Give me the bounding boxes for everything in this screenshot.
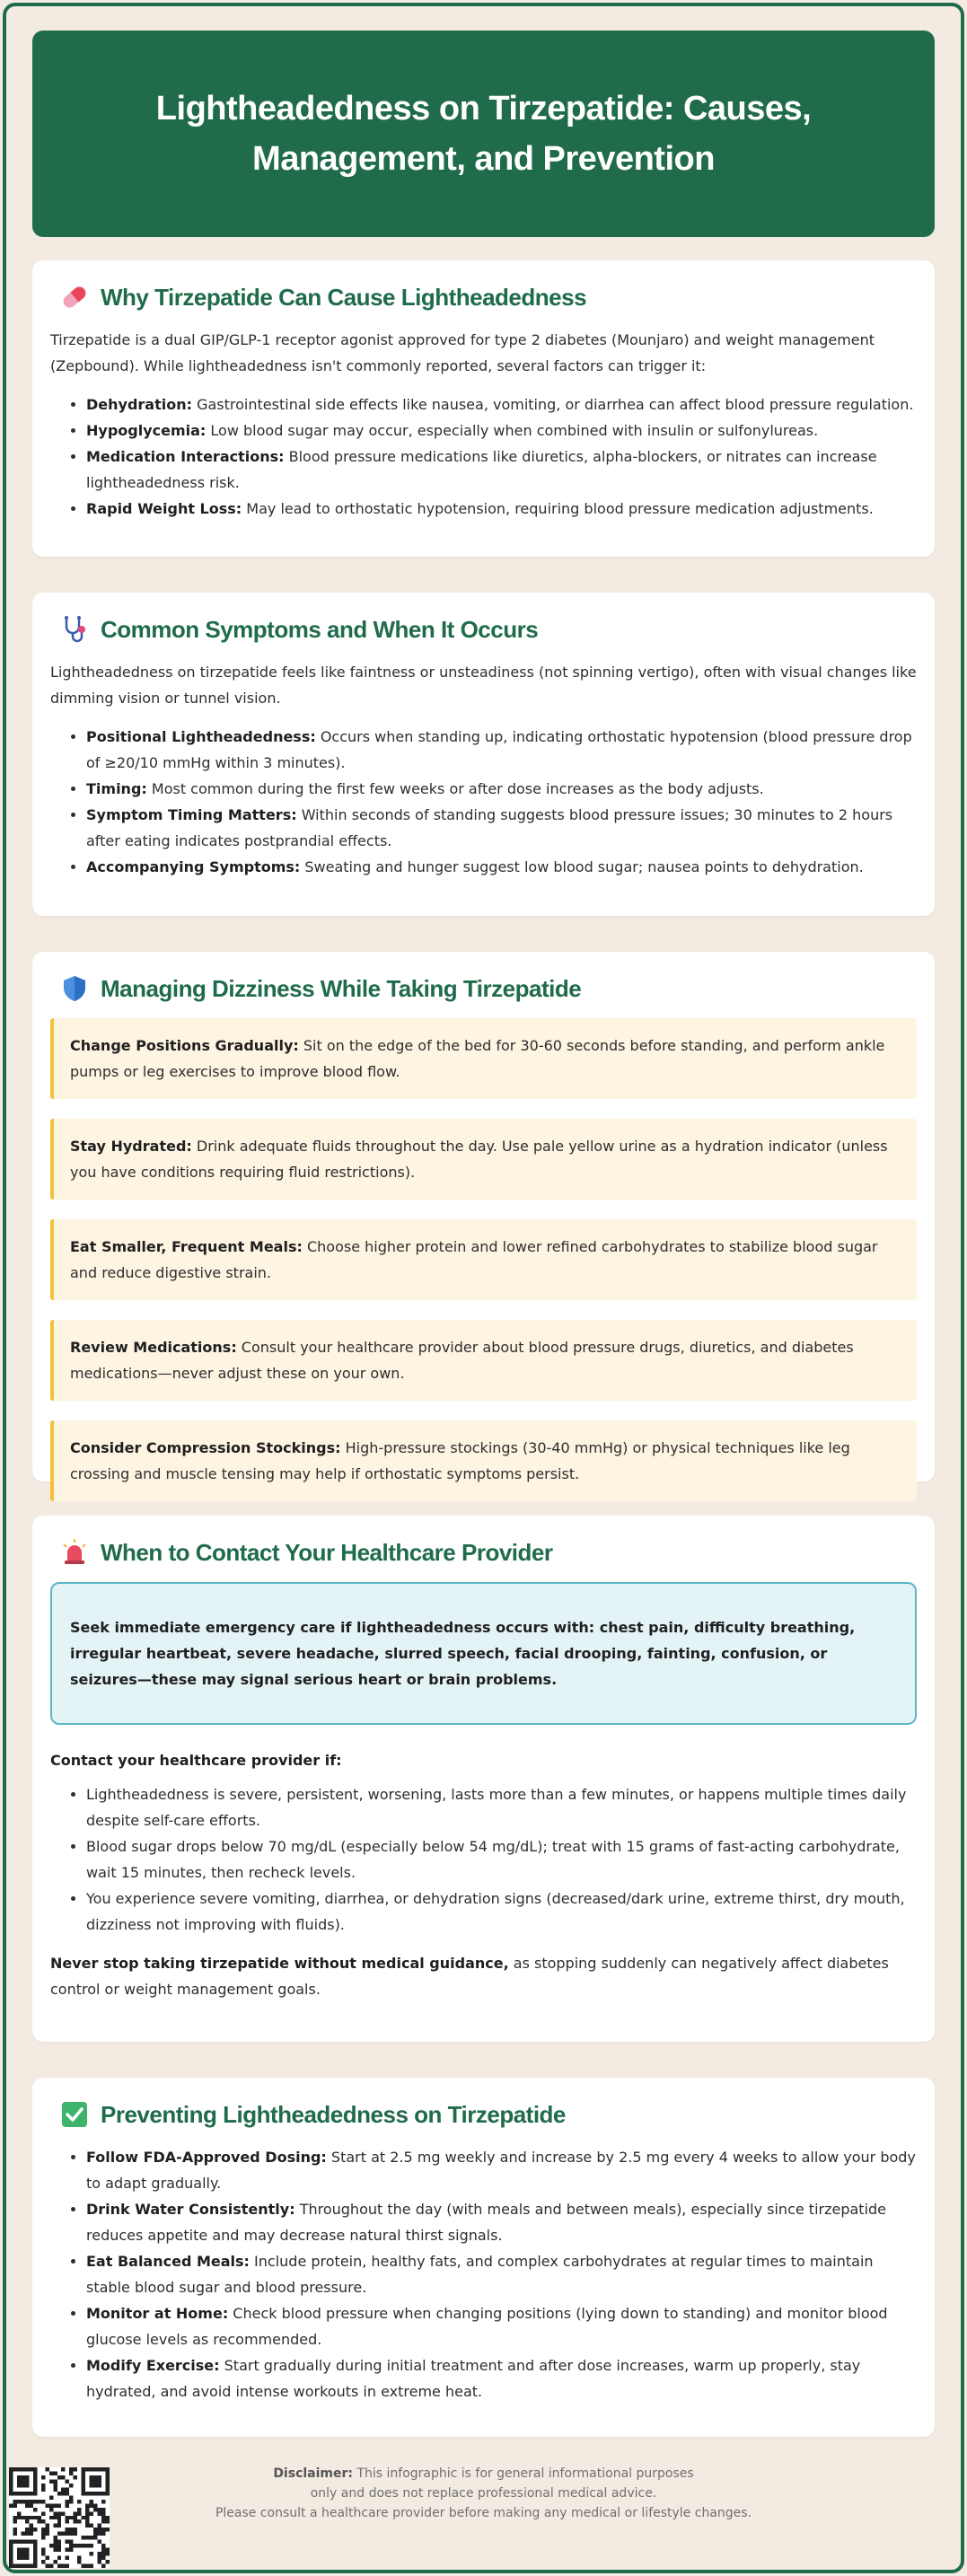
- disclaimer-label: Disclaimer:: [273, 2466, 353, 2481]
- contact-title-row: [50, 1537, 917, 1568]
- causes-heading: Why Tirzepatide Can Cause Lightheadedness: [101, 283, 587, 311]
- list-item: • Drink Water Consistently: Throughout the day (with meals and between meals), especially since tirzepatide reduces appetite and may decrease natural thirst signals.: [86, 2196, 917, 2248]
- contact-card: [32, 1516, 935, 2042]
- pill-icon: [59, 282, 90, 312]
- disclaimer-line3: Please consult a healthcare provider before making any medical or lifestyle changes.: [215, 2506, 752, 2520]
- list-item: • Eat Balanced Meals: Include protein, healthy fats, and complex carbohydrates at regular times to maintain stable blood sugar and blood pressure.: [86, 2248, 917, 2300]
- causes-card: [32, 260, 935, 557]
- tip-box: Change Positions Gradually: Sit on the edge of the bed for 30-60 seconds before standing, and perform ankle pumps or leg exercises to improve blood flow.: [50, 1018, 917, 1099]
- siren-icon: [59, 1537, 90, 1568]
- list-item: • Rapid Weight Loss: May lead to orthostatic hypotension, requiring blood pressure medication adjustments.: [86, 496, 917, 522]
- list-item: • Monitor at Home: Check blood pressure when changing positions (lying down to standing) and monitor blood glucose levels as recommended.: [86, 2300, 917, 2352]
- list-item: • Positional Lightheadedness: Occurs when standing up, indicating orthostatic hypotension (blood pressure drop of ≥20/10 mmHg within 3 minutes).: [86, 724, 917, 776]
- list-item: • Modify Exercise: Start gradually during initial treatment and after dose increases, warm up properly, stay hydrated, and avoid intense workouts in extreme heat.: [86, 2352, 917, 2405]
- list-item: • Hypoglycemia: Low blood sugar may occur, especially when combined with insulin or sulfonylureas.: [86, 418, 917, 444]
- emergency-alert: Seek immediate emergency care if lightheadedness occurs with: chest pain, difficulty breathing, irregular heartbeat, severe headache, slurred speech, facial drooping, fainting, confusion, or seizures—these may signal serious heart or brain problems.: [50, 1582, 917, 1725]
- prevention-heading: Preventing Lightheadedness on Tirzepatide: [101, 2100, 566, 2128]
- prevention-list: [50, 2144, 917, 2405]
- managing-card: [32, 952, 935, 1481]
- disclaimer: [0, 2464, 967, 2523]
- tip-box: Stay Hydrated: Drink adequate fluids throughout the day. Use pale yellow urine as a hydration indicator (unless you have conditions requiring fluid restrictions).: [50, 1119, 917, 1200]
- symptoms-title-row: [50, 614, 917, 645]
- symptoms-intro: Lightheadedness on tirzepatide feels like faintness or unsteadiness (not spinning vertigo), often with visual changes like dimming vision or tunnel vision.: [50, 664, 917, 707]
- list-item: • Accompanying Symptoms: Sweating and hunger suggest low blood sugar; nausea points to dehydration.: [86, 854, 917, 880]
- symptoms-heading: Common Symptoms and When It Occurs: [101, 615, 539, 643]
- tip-box: Eat Smaller, Frequent Meals: Choose higher protein and lower refined carbohydrates to stabilize blood sugar and reduce digestive strain.: [50, 1219, 917, 1300]
- managing-title-row: [50, 973, 917, 1004]
- tip-box: Review Medications: Consult your healthcare provider about blood pressure drugs, diuretics, and diabetes medications—never adjust these on your own.: [50, 1320, 917, 1401]
- shield-icon: [59, 973, 90, 1004]
- list-item: • You experience severe vomiting, diarrhea, or dehydration signs (decreased/dark urine, extreme thirst, dry mouth, dizziness not improving with fluids).: [86, 1886, 917, 1938]
- contact-closing: Never stop taking tirzepatide without medical guidance, as stopping suddenly can negatively affect diabetes control or weight management goals.: [50, 1955, 889, 1998]
- checkbox-icon: [59, 2099, 90, 2130]
- list-item: • Medication Interactions: Blood pressure medications like diuretics, alpha-blockers, or nitrates can increase lightheadedness risk.: [86, 444, 917, 496]
- list-item: • Symptom Timing Matters: Within seconds of standing suggests blood pressure issues; 30 minutes to 2 hours after eating indicates postprandial effects.: [86, 802, 917, 854]
- symptoms-list: [50, 724, 917, 880]
- disclaimer-line1: This infographic is for general informational purposes: [353, 2466, 694, 2481]
- managing-heading: Managing Dizziness While Taking Tirzepatide: [101, 974, 582, 1002]
- causes-intro: Tirzepatide is a dual GIP/GLP-1 receptor agonist approved for type 2 diabetes (Mounjaro) and weight management (Zepbound). While lightheadedness isn't commonly reported, several factors can trigger it:: [50, 331, 875, 374]
- contact-list: [50, 1781, 917, 1938]
- tip-box: Consider Compression Stockings: High-pressure stockings (30-40 mmHg) or physical techniques like leg crossing and muscle tensing may help if orthostatic symptoms persist.: [50, 1420, 917, 1501]
- causes-list: [50, 391, 917, 522]
- disclaimer-line2: only and does not replace professional medical advice.: [310, 2486, 657, 2501]
- list-item: • Follow FDA-Approved Dosing: Start at 2.5 mg weekly and increase by 2.5 mg every 4 weeks to allow your body to adapt gradually.: [86, 2144, 917, 2196]
- prevention-title-row: [50, 2099, 917, 2130]
- contact-subheading: Contact your healthcare provider if:: [50, 1752, 342, 1769]
- contact-heading: When to Contact Your Healthcare Provider: [101, 1538, 553, 1566]
- symptoms-card: [32, 593, 935, 916]
- page-header: [32, 31, 935, 237]
- causes-title-row: [50, 282, 917, 312]
- list-item: • Dehydration: Gastrointestinal side effects like nausea, vomiting, or diarrhea can affect blood pressure regulation.: [86, 391, 917, 418]
- list-item: • Timing: Most common during the first few weeks or after dose increases as the body adjusts.: [86, 776, 917, 802]
- prevention-card: [32, 2078, 935, 2437]
- page-title: Lightheadedness on Tirzepatide: Causes, Management, and Prevention: [155, 90, 812, 178]
- stethoscope-icon: [59, 614, 90, 645]
- list-item: • Blood sugar drops below 70 mg/dL (especially below 54 mg/dL); treat with 15 grams of fast-acting carbohydrate, wait 15 minutes, then recheck levels.: [86, 1833, 917, 1886]
- list-item: • Lightheadedness is severe, persistent, worsening, lasts more than a few minutes, or happens multiple times daily despite self-care efforts.: [86, 1781, 917, 1833]
